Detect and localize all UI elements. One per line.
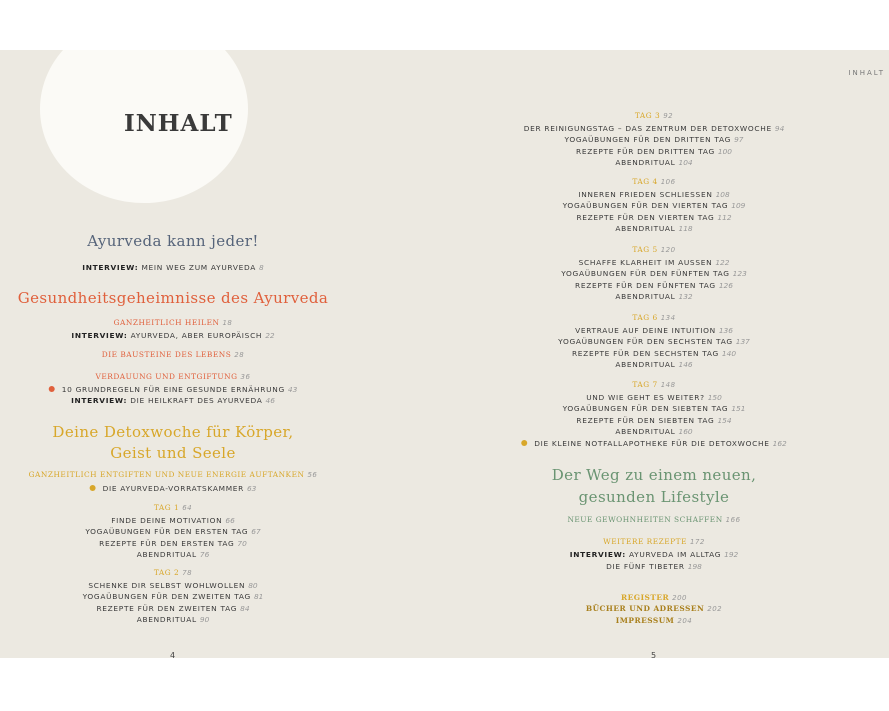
- entry-text: DIE AYURVEDA-VORRATSKAMMER: [102, 484, 244, 493]
- page-ref: 150: [707, 393, 722, 402]
- page-ref: 118: [678, 223, 693, 233]
- entry-text: ABENDRITUAL: [136, 549, 197, 559]
- section-label: TAG 2: [153, 568, 180, 577]
- page-ref: 202: [707, 605, 723, 614]
- section-label: TAG 4: [632, 177, 658, 186]
- bullet-dot-icon: [521, 440, 527, 446]
- toc-back-matter-item[interactable]: [621, 593, 687, 602]
- toc-tag-2-item[interactable]: [137, 615, 210, 624]
- section-label: TAG 6: [632, 313, 658, 322]
- page-ref: 198: [687, 562, 702, 571]
- toc-tag-4-item[interactable]: [563, 201, 746, 210]
- toc-tag-4-item[interactable]: [578, 190, 729, 199]
- toc-tag-4-heading[interactable]: [632, 177, 675, 186]
- page-ref: 154: [717, 415, 732, 425]
- entry-text: FINDE DEINE MOTIVATION: [111, 516, 223, 525]
- entry-text: INNEREN FRIEDEN SCHLIESSEN: [578, 190, 713, 199]
- heading-text: Der Weg zu einem neuen,: [551, 466, 757, 484]
- heading-lifestyle-line1: [552, 466, 757, 484]
- entry-label: INTERVIEW:: [569, 550, 626, 559]
- toc-ganzheitlich-entgiften[interactable]: [29, 470, 318, 479]
- page-ref: 122: [715, 258, 730, 267]
- page-ref: 126: [718, 280, 733, 290]
- page-ref: 100: [717, 146, 732, 156]
- section-label: TAG 5: [632, 245, 658, 254]
- book-spread: [0, 50, 889, 658]
- entry-text: REZEPTE FÜR DEN DRITTEN TAG: [576, 146, 715, 156]
- section-label: TAG 3: [634, 111, 661, 120]
- entry-text: REZEPTE FÜR DEN VIERTEN TAG: [576, 212, 715, 222]
- heading-detoxwoche-line2: [110, 444, 236, 462]
- toc-back-matter-item[interactable]: [616, 616, 692, 625]
- entry-text: YOGAÜBUNGEN FÜR DEN SIEBTEN TAG: [562, 404, 729, 414]
- page-ref: 160: [678, 426, 693, 436]
- page-ref: 109: [731, 201, 746, 211]
- page-ref: 166: [725, 516, 741, 524]
- toc-vorratskammer[interactable]: [90, 484, 257, 493]
- entry-text: ABENDRITUAL: [615, 157, 676, 167]
- heading-text: Deine Detoxwoche für Körper,: [52, 423, 294, 441]
- heading-text: Ayurveda kann jeder!: [87, 232, 259, 250]
- toc-tag-7-item[interactable]: [615, 427, 692, 436]
- entry-text: DIE HEILKRAFT DES AYURVEDA: [130, 396, 263, 405]
- section-label: TAG 7: [632, 380, 658, 389]
- toc-tag-1-item[interactable]: [85, 527, 260, 536]
- page-ref: 112: [717, 212, 732, 222]
- entry-text: YOGAÜBUNGEN FÜR DEN SECHSTEN TAG: [558, 337, 733, 347]
- toc-ganzheitlich-heilen[interactable]: [114, 318, 233, 327]
- toc-verdauung-entgiftung[interactable]: [96, 372, 251, 381]
- section-label: BÜCHER UND ADRESSEN: [585, 604, 705, 614]
- heading-detoxwoche-line1: [52, 423, 293, 441]
- toc-tag-1-item[interactable]: [111, 516, 235, 525]
- toc-tag-3-item[interactable]: [576, 147, 732, 156]
- page-ref: 151: [731, 404, 746, 414]
- entry-text: YOGAÜBUNGEN FÜR DEN DRITTEN TAG: [564, 135, 732, 145]
- bullet-dot-icon: [90, 485, 96, 491]
- entry-text: AYURVEDA, ABER EUROPÄISCH: [130, 331, 263, 340]
- page-ref: 81: [253, 592, 264, 602]
- entry-text: ABENDRITUAL: [615, 359, 676, 369]
- heading-text: Geist und Seele: [110, 444, 236, 462]
- toc-tag-1-heading[interactable]: [154, 503, 192, 512]
- toc-tag-7-item[interactable]: [586, 393, 722, 402]
- page-ref: 134: [660, 314, 676, 322]
- bullet-dot-icon: [49, 386, 55, 392]
- section-label: IMPRESSUM: [615, 615, 675, 625]
- section-label: GANZHEITLICH ENTGIFTEN UND NEUE ENERGIE AUFTANKEN: [28, 470, 305, 479]
- toc-tag-6-item[interactable]: [575, 326, 733, 335]
- page-ref: 136: [718, 326, 733, 335]
- toc-interview-europaeisch[interactable]: [71, 331, 274, 340]
- page-ref: 84: [240, 603, 250, 613]
- page-number-right: 5: [651, 651, 657, 658]
- section-label: DIE BAUSTEINE DES LEBENS: [101, 350, 232, 359]
- page-ref: 192: [724, 550, 739, 559]
- page-ref: 204: [677, 616, 693, 625]
- toc-tag-2-heading[interactable]: [154, 568, 192, 577]
- page-ref: 63: [246, 484, 257, 493]
- entry-text: VERTRAUE AUF DEINE INTUITION: [575, 326, 716, 335]
- toc-neue-gewohnheiten[interactable]: [567, 515, 740, 524]
- page-ref: 28: [234, 351, 245, 359]
- page-ref: 43: [287, 385, 298, 394]
- page-ref: 94: [774, 124, 785, 133]
- page-ref: 123: [732, 269, 747, 279]
- page-ref: 104: [678, 157, 693, 167]
- toc-tag-2-item[interactable]: [83, 592, 264, 601]
- entry-text: 10 GRUNDREGELN FÜR EINE GESUNDE ERNÄHRUNG: [61, 385, 285, 394]
- toc-tag-1-item[interactable]: [99, 539, 247, 548]
- toc-tag-3-heading[interactable]: [635, 111, 673, 120]
- page-ref: 132: [678, 291, 693, 301]
- entry-text: DIE FÜNF TIBETER: [606, 562, 685, 571]
- entry-text: YOGAÜBUNGEN FÜR DEN VIERTEN TAG: [562, 201, 729, 211]
- heading-lifestyle-line2: [579, 488, 730, 506]
- section-label: REGISTER: [620, 593, 670, 602]
- toc-tag-5-heading[interactable]: [632, 245, 675, 254]
- section-label: WEITERE REZEPTE: [603, 537, 687, 546]
- toc-tag-4-item[interactable]: [615, 224, 692, 233]
- page-ref: 106: [660, 178, 676, 186]
- toc-notfallapotheke[interactable]: [521, 439, 787, 448]
- toc-tag-6-item[interactable]: [615, 360, 692, 369]
- heading-text: Gesundheitsgeheimnisse des Ayurveda: [17, 289, 329, 307]
- toc-tag-6-heading[interactable]: [632, 313, 675, 322]
- toc-bausteine-des-lebens[interactable]: [102, 350, 244, 359]
- entry-label: INTERVIEW:: [71, 396, 128, 405]
- running-head: INHALT: [848, 69, 885, 77]
- toc-tag-5-item[interactable]: [575, 281, 733, 290]
- page-ref: 8: [259, 263, 264, 272]
- page-ref: 67: [251, 527, 261, 537]
- entry-text: REZEPTE FÜR DEN FÜNFTEN TAG: [575, 280, 716, 290]
- toc-tag-5-item[interactable]: [561, 269, 747, 278]
- toc-interview-heilkraft[interactable]: [71, 396, 275, 405]
- entry-text: MEIN WEG ZUM AYURVEDA: [141, 263, 257, 272]
- page-ref: 70: [237, 538, 247, 548]
- page-ref: 46: [265, 396, 275, 405]
- entry-text: AYURVEDA IM ALLTAG: [628, 550, 722, 559]
- toc-tag-3-item[interactable]: [615, 158, 692, 167]
- toc-tag-7-item[interactable]: [563, 404, 746, 413]
- toc-tag-6-item[interactable]: [558, 337, 750, 346]
- entry-text: YOGAÜBUNGEN FÜR DEN ZWEITEN TAG: [82, 592, 251, 602]
- page-ref: 92: [663, 112, 674, 120]
- toc-interview-alltag[interactable]: [570, 550, 739, 559]
- page-number-left: 4: [170, 651, 176, 658]
- toc-tag-7-item[interactable]: [576, 416, 731, 425]
- toc-back-matter-item[interactable]: [586, 604, 722, 613]
- toc-10-grundregeln[interactable]: [49, 385, 298, 394]
- entry-text: YOGAÜBUNGEN FÜR DEN FÜNFTEN TAG: [561, 269, 730, 279]
- page-ref: 146: [678, 359, 693, 369]
- entry-text: DER REINIGUNGSTAG – DAS ZENTRUM DER DETOXWOCHE: [523, 124, 772, 133]
- entry-text: SCHENKE DIR SELBST WOHLWOLLEN: [88, 581, 246, 590]
- section-label: VERDAUUNG UND ENTGIFTUNG: [95, 372, 238, 381]
- page-ref: 56: [307, 471, 318, 479]
- toc-tag-6-item[interactable]: [572, 349, 736, 358]
- toc-tag-3-item[interactable]: [565, 135, 744, 144]
- page-ref: 108: [715, 190, 730, 199]
- entry-text: ABENDRITUAL: [615, 223, 676, 233]
- page-ref: 64: [182, 504, 193, 512]
- page-ref: 148: [660, 381, 676, 389]
- page-ref: 18: [222, 319, 233, 327]
- toc-fuenf-tibeter[interactable]: [606, 562, 702, 571]
- entry-text: ABENDRITUAL: [615, 426, 676, 436]
- entry-text: REZEPTE FÜR DEN SECHSTEN TAG: [571, 348, 719, 358]
- entry-text: DIE KLEINE NOTFALLAPOTHEKE FÜR DIE DETOXWOCHE: [534, 439, 770, 448]
- page-ref: 97: [734, 135, 744, 145]
- page-ref: 137: [735, 337, 750, 347]
- page-ref: 66: [225, 516, 235, 525]
- page-ref: 36: [240, 373, 251, 381]
- toc-interview-mein-weg[interactable]: [82, 263, 263, 272]
- toc-tag-2-item[interactable]: [96, 604, 249, 613]
- page-ref: 140: [721, 348, 737, 358]
- entry-text: ABENDRITUAL: [136, 614, 197, 624]
- heading-ayurveda-kann-jeder: [87, 232, 259, 250]
- page-ref: 78: [182, 569, 193, 577]
- entry-text: REZEPTE FÜR DEN ERSTEN TAG: [99, 538, 235, 548]
- heading-text: gesunden Lifestyle: [578, 488, 730, 506]
- entry-text: REZEPTE FÜR DEN ZWEITEN TAG: [96, 603, 238, 613]
- page-ref: 22: [265, 331, 275, 340]
- entry-label: INTERVIEW:: [71, 331, 128, 340]
- entry-text: UND WIE GEHT ES WEITER?: [586, 393, 705, 402]
- toc-weitere-rezepte[interactable]: [603, 537, 705, 546]
- toc-tag-5-item[interactable]: [579, 258, 730, 267]
- page-title: INHALT: [124, 110, 233, 137]
- page-ref: 76: [199, 549, 210, 559]
- toc-tag-3-item[interactable]: [524, 124, 785, 133]
- toc-tag-5-item[interactable]: [615, 292, 692, 301]
- page-ref: 80: [248, 581, 258, 590]
- toc-tag-4-item[interactable]: [576, 213, 731, 222]
- section-label: TAG 1: [153, 503, 180, 512]
- page-ref: 90: [199, 614, 210, 624]
- entry-text: YOGAÜBUNGEN FÜR DEN ERSTEN TAG: [85, 527, 249, 537]
- page-ref: 162: [772, 439, 787, 448]
- section-label: NEUE GEWOHNHEITEN SCHAFFEN: [567, 515, 723, 524]
- page-ref: 120: [660, 246, 676, 254]
- page-ref: 200: [672, 594, 688, 602]
- entry-text: ABENDRITUAL: [615, 291, 676, 301]
- entry-text: REZEPTE FÜR DEN SIEBTEN TAG: [576, 415, 715, 425]
- toc-tag-2-item[interactable]: [88, 581, 257, 590]
- entry-label: INTERVIEW:: [82, 263, 139, 272]
- entry-text: SCHAFFE KLARHEIT IM AUSSEN: [578, 258, 713, 267]
- section-label: GANZHEITLICH HEILEN: [113, 318, 220, 327]
- toc-tag-1-item[interactable]: [137, 550, 210, 559]
- page-ref: 172: [689, 538, 705, 546]
- heading-gesundheitsgeheimnisse: [18, 289, 328, 307]
- toc-tag-7-heading[interactable]: [632, 380, 675, 389]
